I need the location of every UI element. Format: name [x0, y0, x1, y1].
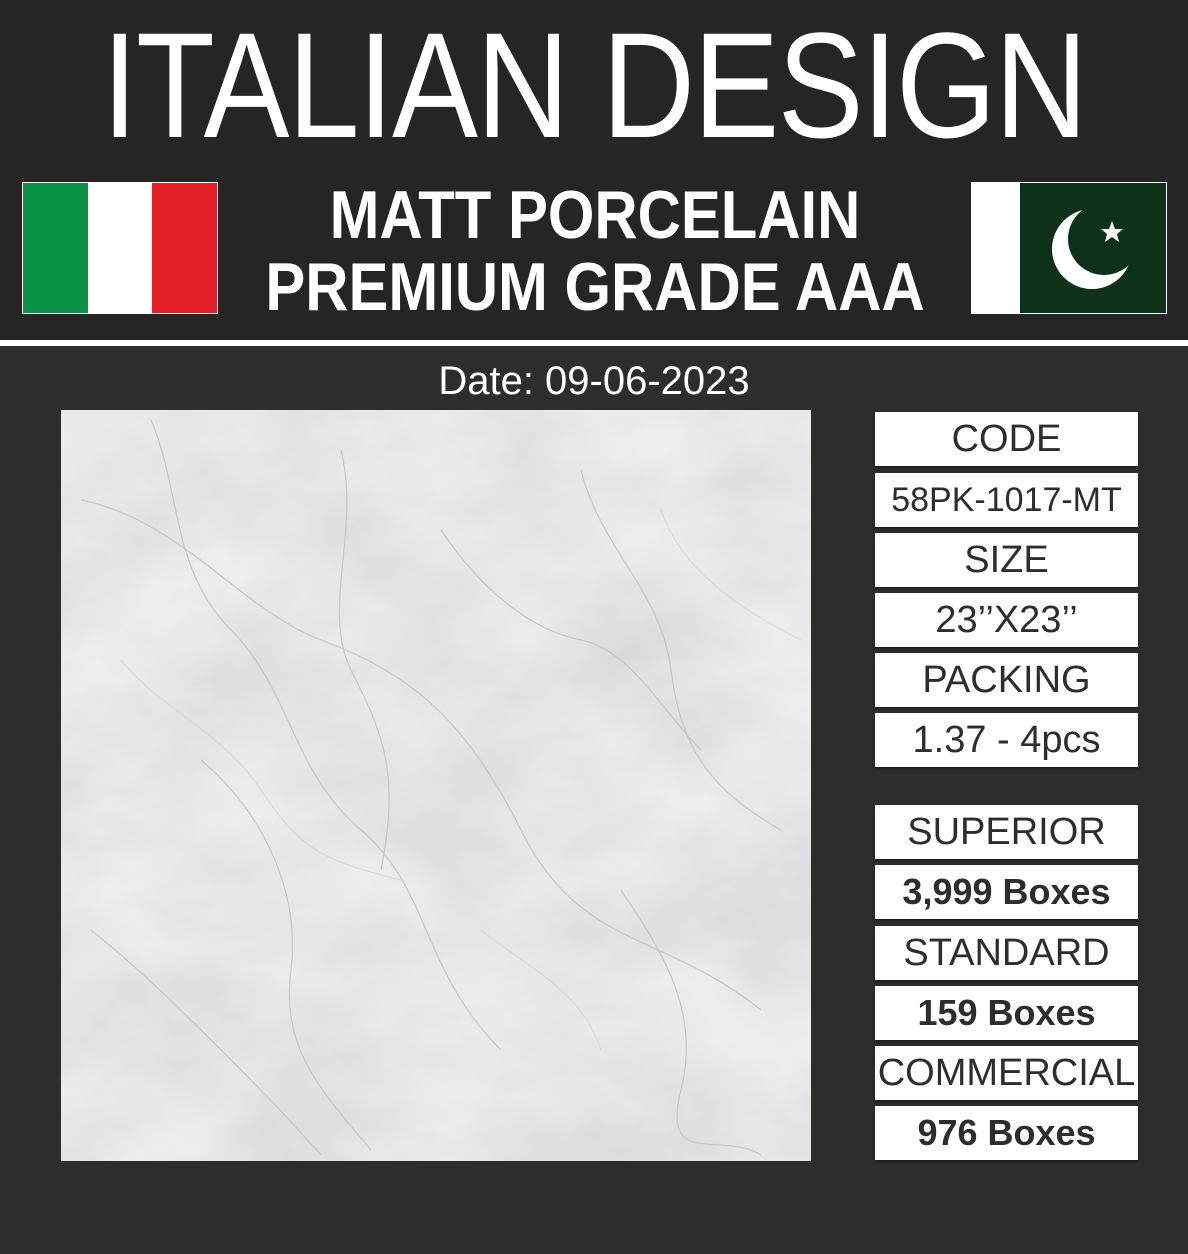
commercial-label: COMMERCIAL — [875, 1046, 1138, 1100]
code-label: CODE — [875, 412, 1138, 466]
italy-flag-icon — [22, 182, 218, 314]
packing-label: PACKING — [875, 653, 1138, 707]
brand-title: ITALIAN DESIGN — [101, 1, 1087, 169]
product-grade: PREMIUM GRADE AAA — [265, 249, 925, 325]
standard-label: STANDARD — [875, 926, 1138, 980]
product-type: MATT PORCELAIN — [329, 177, 861, 253]
header-banner — [0, 0, 1188, 340]
code-value: 58PK-1017-MT — [875, 473, 1138, 527]
size-value: 23’’X23’’ — [875, 593, 1138, 647]
pakistan-flag-icon — [971, 182, 1167, 314]
tile-preview-image — [61, 410, 811, 1161]
standard-value: 159 Boxes — [875, 986, 1138, 1040]
commercial-value: 976 Boxes — [875, 1106, 1138, 1160]
size-label: SIZE — [875, 533, 1138, 587]
header-divider — [0, 340, 1188, 346]
packing-value: 1.37 - 4pcs — [875, 713, 1138, 767]
superior-label: SUPERIOR — [875, 805, 1138, 859]
date-label: Date: 09-06-2023 — [438, 359, 750, 403]
superior-value: 3,999 Boxes — [875, 865, 1138, 919]
